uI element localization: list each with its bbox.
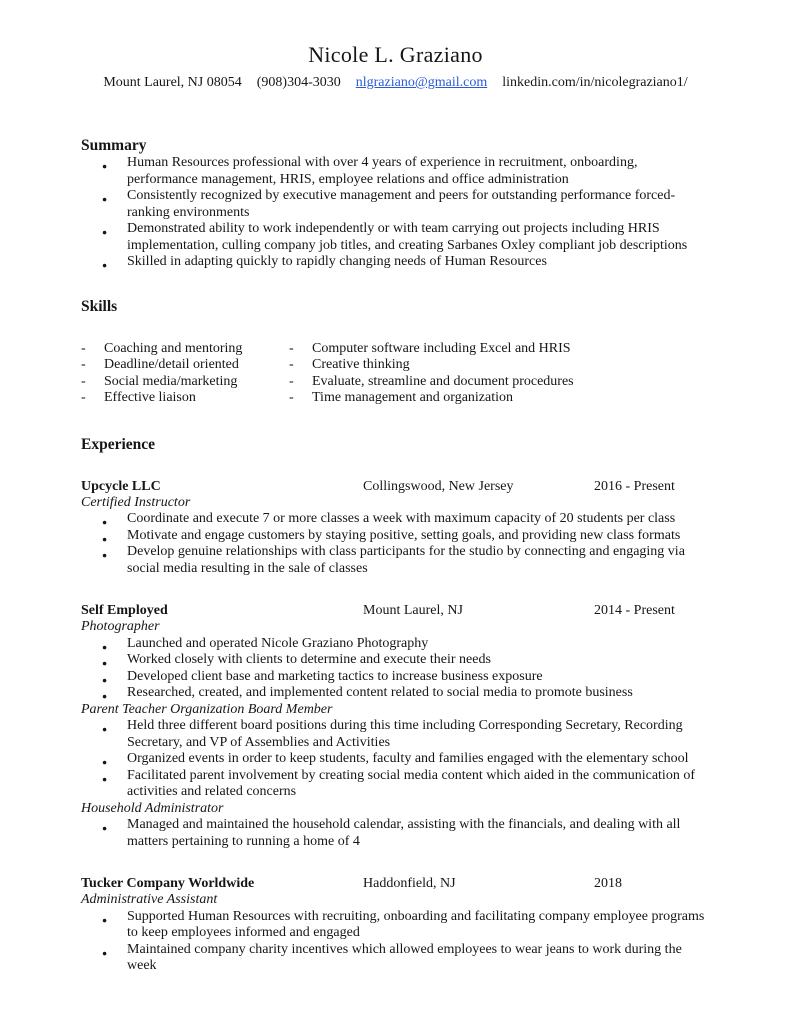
job-entry-self-employed [81, 602, 710, 850]
job-dates: 2014 - Present [594, 603, 675, 618]
role-title: Household Administrator [81, 800, 224, 816]
summary-bullet: ● Demonstrated ability to work independently or with team carrying out projects including HRIS implementation, culling company job titles, and creating Sarbanes Oxley compliant job descriptions [81, 221, 710, 254]
contact-line [81, 75, 710, 91]
job-entry-upcycle [81, 478, 710, 578]
job-header [81, 602, 710, 619]
skill-item: - Time management and organization [289, 390, 710, 407]
summary-bullet: ● Skilled in adapting quickly to rapidly changing needs of Human Resources [81, 254, 710, 271]
skills-column-right [289, 341, 710, 407]
job-bullet: ● Maintained company charity incentives which allowed employees to wear jeans to work during the week [81, 942, 710, 975]
job-bullet: ● Worked closely with clients to determine and execute their needs [81, 652, 710, 669]
job-dates: 2018 [594, 876, 622, 891]
job-dates: 2016 - Present [594, 478, 675, 494]
role-title: Photographer [81, 619, 160, 634]
role-bullet-list [81, 636, 710, 702]
job-company: Upcycle LLC [81, 478, 161, 494]
contact-location: Mount Laurel, NJ 08054 [103, 75, 242, 90]
experience-heading: Experience [81, 435, 156, 453]
experience-section [81, 436, 710, 975]
job-role [81, 801, 710, 851]
job-bullet: ● Managed and maintained the household calendar, assisting with the financials, and dealing with all matters pertaining to running a home of 4 [81, 817, 710, 850]
person-name: Nicole L. Graziano [308, 42, 483, 67]
skills-column-left [81, 341, 289, 407]
skill-item: - Deadline/detail oriented [81, 357, 289, 374]
summary-bullet: ● Consistently recognized by executive management and peers for outstanding performance forced-ranking environments [81, 188, 710, 221]
summary-section [81, 137, 710, 271]
job-company: Self Employed [81, 603, 168, 618]
summary-heading: Summary [81, 137, 147, 154]
role-bullet-list [81, 909, 710, 975]
job-bullet: ● Developed client base and marketing tactics to increase business exposure [81, 669, 710, 686]
role-bullet-list [81, 511, 710, 577]
summary-list [81, 155, 710, 271]
job-bullet: ● Held three different board positions during this time including Corresponding Secretary, Recording Secretary, and VP of Assemblies and Activities [81, 718, 710, 751]
summary-bullet: ● Human Resources professional with over 4 years of experience in recruitment, onboarding, performance management, HRIS, employee relations and office administration [81, 155, 710, 188]
skill-item: - Effective liaison [81, 390, 289, 407]
skill-item: - Coaching and mentoring [81, 341, 289, 358]
job-bullet: ● Supported Human Resources with recruiting, onboarding and facilitating company employee programs to keep employees informed and engaged [81, 909, 710, 942]
job-role [81, 619, 710, 702]
skills-section [81, 298, 710, 407]
role-bullet-list [81, 718, 710, 801]
role-title: Administrative Assistant [81, 892, 218, 907]
job-bullet: ● Organized events in order to keep students, faculty and families engaged with the elementary school [81, 751, 710, 768]
skill-item: - Social media/marketing [81, 374, 289, 391]
role-title: Certified Instructor [81, 494, 191, 510]
contact-phone: (908)304-3030 [256, 75, 341, 90]
job-location: Mount Laurel, NJ [363, 603, 463, 618]
job-bullet: ● Researched, created, and implemented content related to social media to promote business [81, 685, 710, 702]
job-location: Haddonfield, NJ [363, 876, 456, 891]
email-link[interactable]: nlgraziano@gmail.com [355, 75, 488, 90]
skill-item: - Evaluate, streamline and document procedures [289, 374, 710, 391]
role-title: Parent Teacher Organization Board Member [81, 701, 333, 717]
job-bullet: ● Facilitated parent involvement by creating social media content which aided in the communication of activities and related concerns [81, 768, 710, 801]
job-company: Tucker Company Worldwide [81, 876, 255, 891]
job-role [81, 702, 710, 801]
job-role [81, 495, 710, 578]
job-entry-tucker [81, 875, 710, 975]
job-header [81, 478, 710, 495]
resume-header [81, 42, 710, 91]
skill-item: - Computer software including Excel and HRIS [289, 341, 710, 358]
skills-heading: Skills [81, 297, 118, 315]
job-bullet: ● Develop genuine relationships with class participants for the studio by connecting and engaging via social media resulting in the sale of classes [81, 544, 710, 577]
job-bullet: ● Motivate and engage customers by staying positive, setting goals, and providing new class formats [81, 528, 710, 545]
job-bullet: ● Launched and operated Nicole Graziano Photography [81, 636, 710, 653]
job-location: Collingswood, New Jersey [363, 478, 514, 494]
skill-item: - Creative thinking [289, 357, 710, 374]
role-bullet-list [81, 817, 710, 850]
job-bullet: ● Coordinate and execute 7 or more classes a week with maximum capacity of 20 students per class [81, 511, 710, 528]
job-header [81, 875, 710, 892]
linkedin-text: linkedin.com/in/nicolegraziano1/ [502, 75, 688, 90]
job-role [81, 892, 710, 975]
skills-columns [81, 341, 710, 407]
